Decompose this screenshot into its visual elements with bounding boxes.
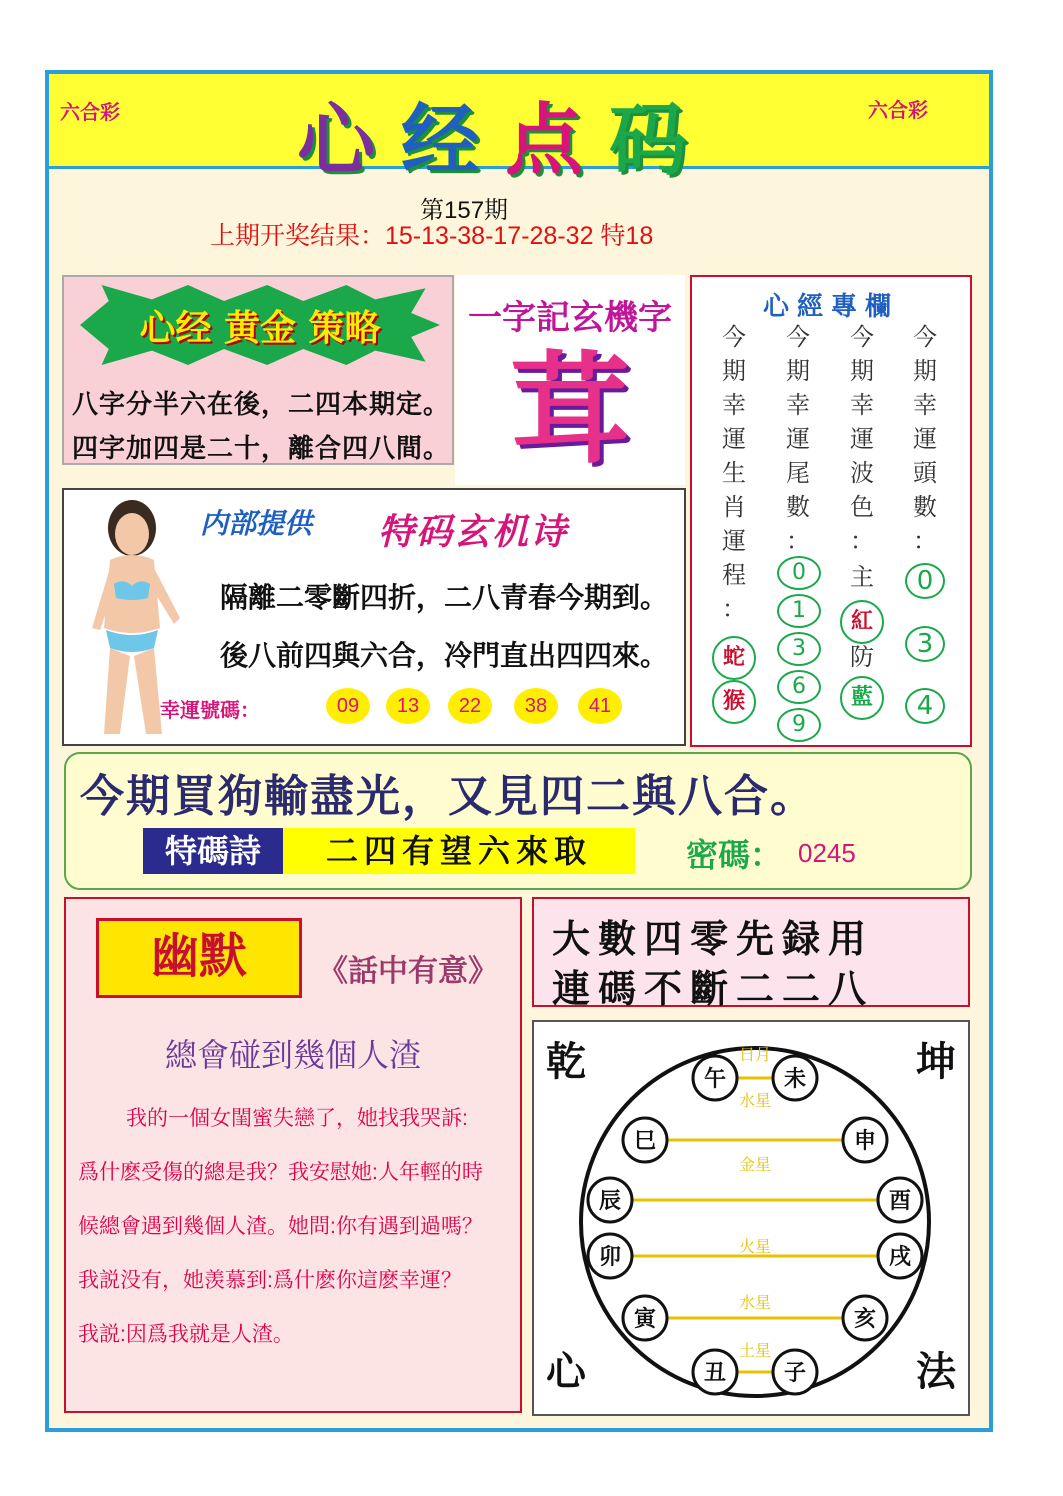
branch-label: 戌 <box>888 1244 912 1270</box>
wheel-diagram <box>560 1030 950 1410</box>
wave-guard: 防 <box>850 643 874 671</box>
tail-number-circle: 1 <box>777 594 821 628</box>
lucky-number: 13 <box>386 688 430 724</box>
head-number-circle: 0 <box>905 563 945 599</box>
corner-top-left: 乾 <box>546 1038 586 1085</box>
lucky-number: 09 <box>326 688 370 724</box>
one-word-char: 茸 <box>510 339 630 480</box>
title-char-4: 码 <box>609 95 714 186</box>
zodiac-circle: 猴 <box>712 680 756 724</box>
column-zodiac-label: 今 期 幸 運 生 肖 運 程 ： <box>722 323 746 623</box>
poem-line-1: 隔離二零斷四折，二八青春今期到。 <box>220 581 669 614</box>
column-head-label: 今 期 幸 運 頭 數 ： <box>913 323 937 555</box>
humor-line: 我的一個女閨蜜失戀了，她找我哭訴: <box>126 1107 468 1130</box>
wave-blue-circle: 藍 <box>840 676 884 720</box>
corner-bottom-left: 心 <box>546 1348 586 1395</box>
head-number-circle: 3 <box>905 626 945 662</box>
poem-title: 特码玄机诗 <box>378 511 569 552</box>
branch-label: 午 <box>703 1066 727 1092</box>
branch-label: 亥 <box>853 1306 877 1332</box>
lucky-number: 22 <box>448 688 492 724</box>
corner-bottom-right: 法 <box>916 1348 956 1395</box>
code-value: 0245 <box>798 838 856 868</box>
strip-headline: 今期買狗輸盡光，又見四二與八合。 <box>80 771 816 822</box>
page-title <box>265 78 745 190</box>
column-wave-label: 今 期 幸 運 波 色 ： <box>850 323 874 555</box>
branch-label: 卯 <box>598 1244 622 1270</box>
issue-number: 第157期 <box>420 197 509 224</box>
lucky-number: 41 <box>578 688 622 724</box>
tail-number-circle: 0 <box>777 556 821 590</box>
star-label: 水星 <box>738 1295 772 1312</box>
zodiac-circle: 蛇 <box>712 636 756 680</box>
one-word-title: 一字記玄機字 <box>468 298 672 338</box>
pink-line-1: 大數四零先録用 <box>552 916 875 961</box>
logo-left: 六合彩 <box>60 100 120 124</box>
tail-number-circle: 3 <box>777 632 821 666</box>
star-label: 金星 <box>738 1157 772 1174</box>
corner-top-right: 坤 <box>916 1038 956 1085</box>
star-label: 日月 <box>738 1047 772 1064</box>
humor-subtitle: 《話中有意》 <box>318 955 498 988</box>
column-title: 心經專欄 <box>762 292 899 322</box>
tail-number-circle: 9 <box>777 708 821 742</box>
column-tail-label: 今 期 幸 運 尾 數 ： <box>786 323 810 555</box>
wave-main: 主 <box>850 563 874 591</box>
lucky-number: 38 <box>514 688 558 724</box>
head-number-circle: 4 <box>905 688 945 724</box>
branch-label: 丑 <box>703 1360 727 1386</box>
branch-label: 酉 <box>888 1188 912 1214</box>
branch-label: 寅 <box>633 1306 657 1332</box>
gold-line-2: 四字加四是二十，離合四八間。 <box>72 434 451 464</box>
star-label: 土星 <box>738 1343 772 1360</box>
humor-line: 我説没有，她羡慕到:爲什麽你這麽幸運？ <box>78 1269 462 1292</box>
tema-poem-text: 二四有望六來取 <box>283 828 635 874</box>
poem-line-2: 後八前四與六合，冷門直出四四來。 <box>220 639 669 672</box>
tail-number-circle: 6 <box>777 670 821 704</box>
lucky-label: 幸運號碼： <box>160 698 260 722</box>
gold-line-1: 八字分半六在後，二四本期定。 <box>72 390 451 420</box>
wave-red-circle: 紅 <box>840 600 884 644</box>
humor-badge: 幽默 <box>96 918 302 998</box>
pink-line-2: 連碼不斷二二八 <box>552 966 875 1011</box>
humor-line: 我説:因爲我就是人渣。 <box>78 1323 294 1346</box>
star-label: 火星 <box>738 1239 772 1256</box>
branch-label: 巳 <box>633 1128 657 1154</box>
branch-label: 申 <box>853 1128 877 1154</box>
code-label: 密碼： <box>686 837 783 873</box>
star-label: 水星 <box>738 1093 772 1110</box>
last-result: 上期开奖结果：15-13-38-17-28-32 特18 <box>210 222 654 250</box>
branch-label: 辰 <box>598 1188 622 1214</box>
humor-line: 候總會遇到幾個人渣。她問:你有遇到過嗎？ <box>78 1215 483 1238</box>
title-char-2: 经 <box>400 95 505 186</box>
provider-label: 内部提供 <box>200 508 313 539</box>
title-char-1: 心 <box>296 95 401 186</box>
branch-label: 未 <box>783 1066 807 1092</box>
branch-label: 子 <box>783 1360 807 1386</box>
title-char-3: 点 <box>505 95 610 186</box>
tema-poem-label: 特碼詩 <box>143 828 283 874</box>
humor-line: 爲什麽受傷的總是我？我安慰她:人年輕的時 <box>78 1161 483 1184</box>
gold-strategy-title: 心经 黄金 策略 <box>139 307 381 349</box>
logo-right: 六合彩 <box>868 98 928 122</box>
humor-title: 總會碰到幾個人渣 <box>164 1037 421 1073</box>
